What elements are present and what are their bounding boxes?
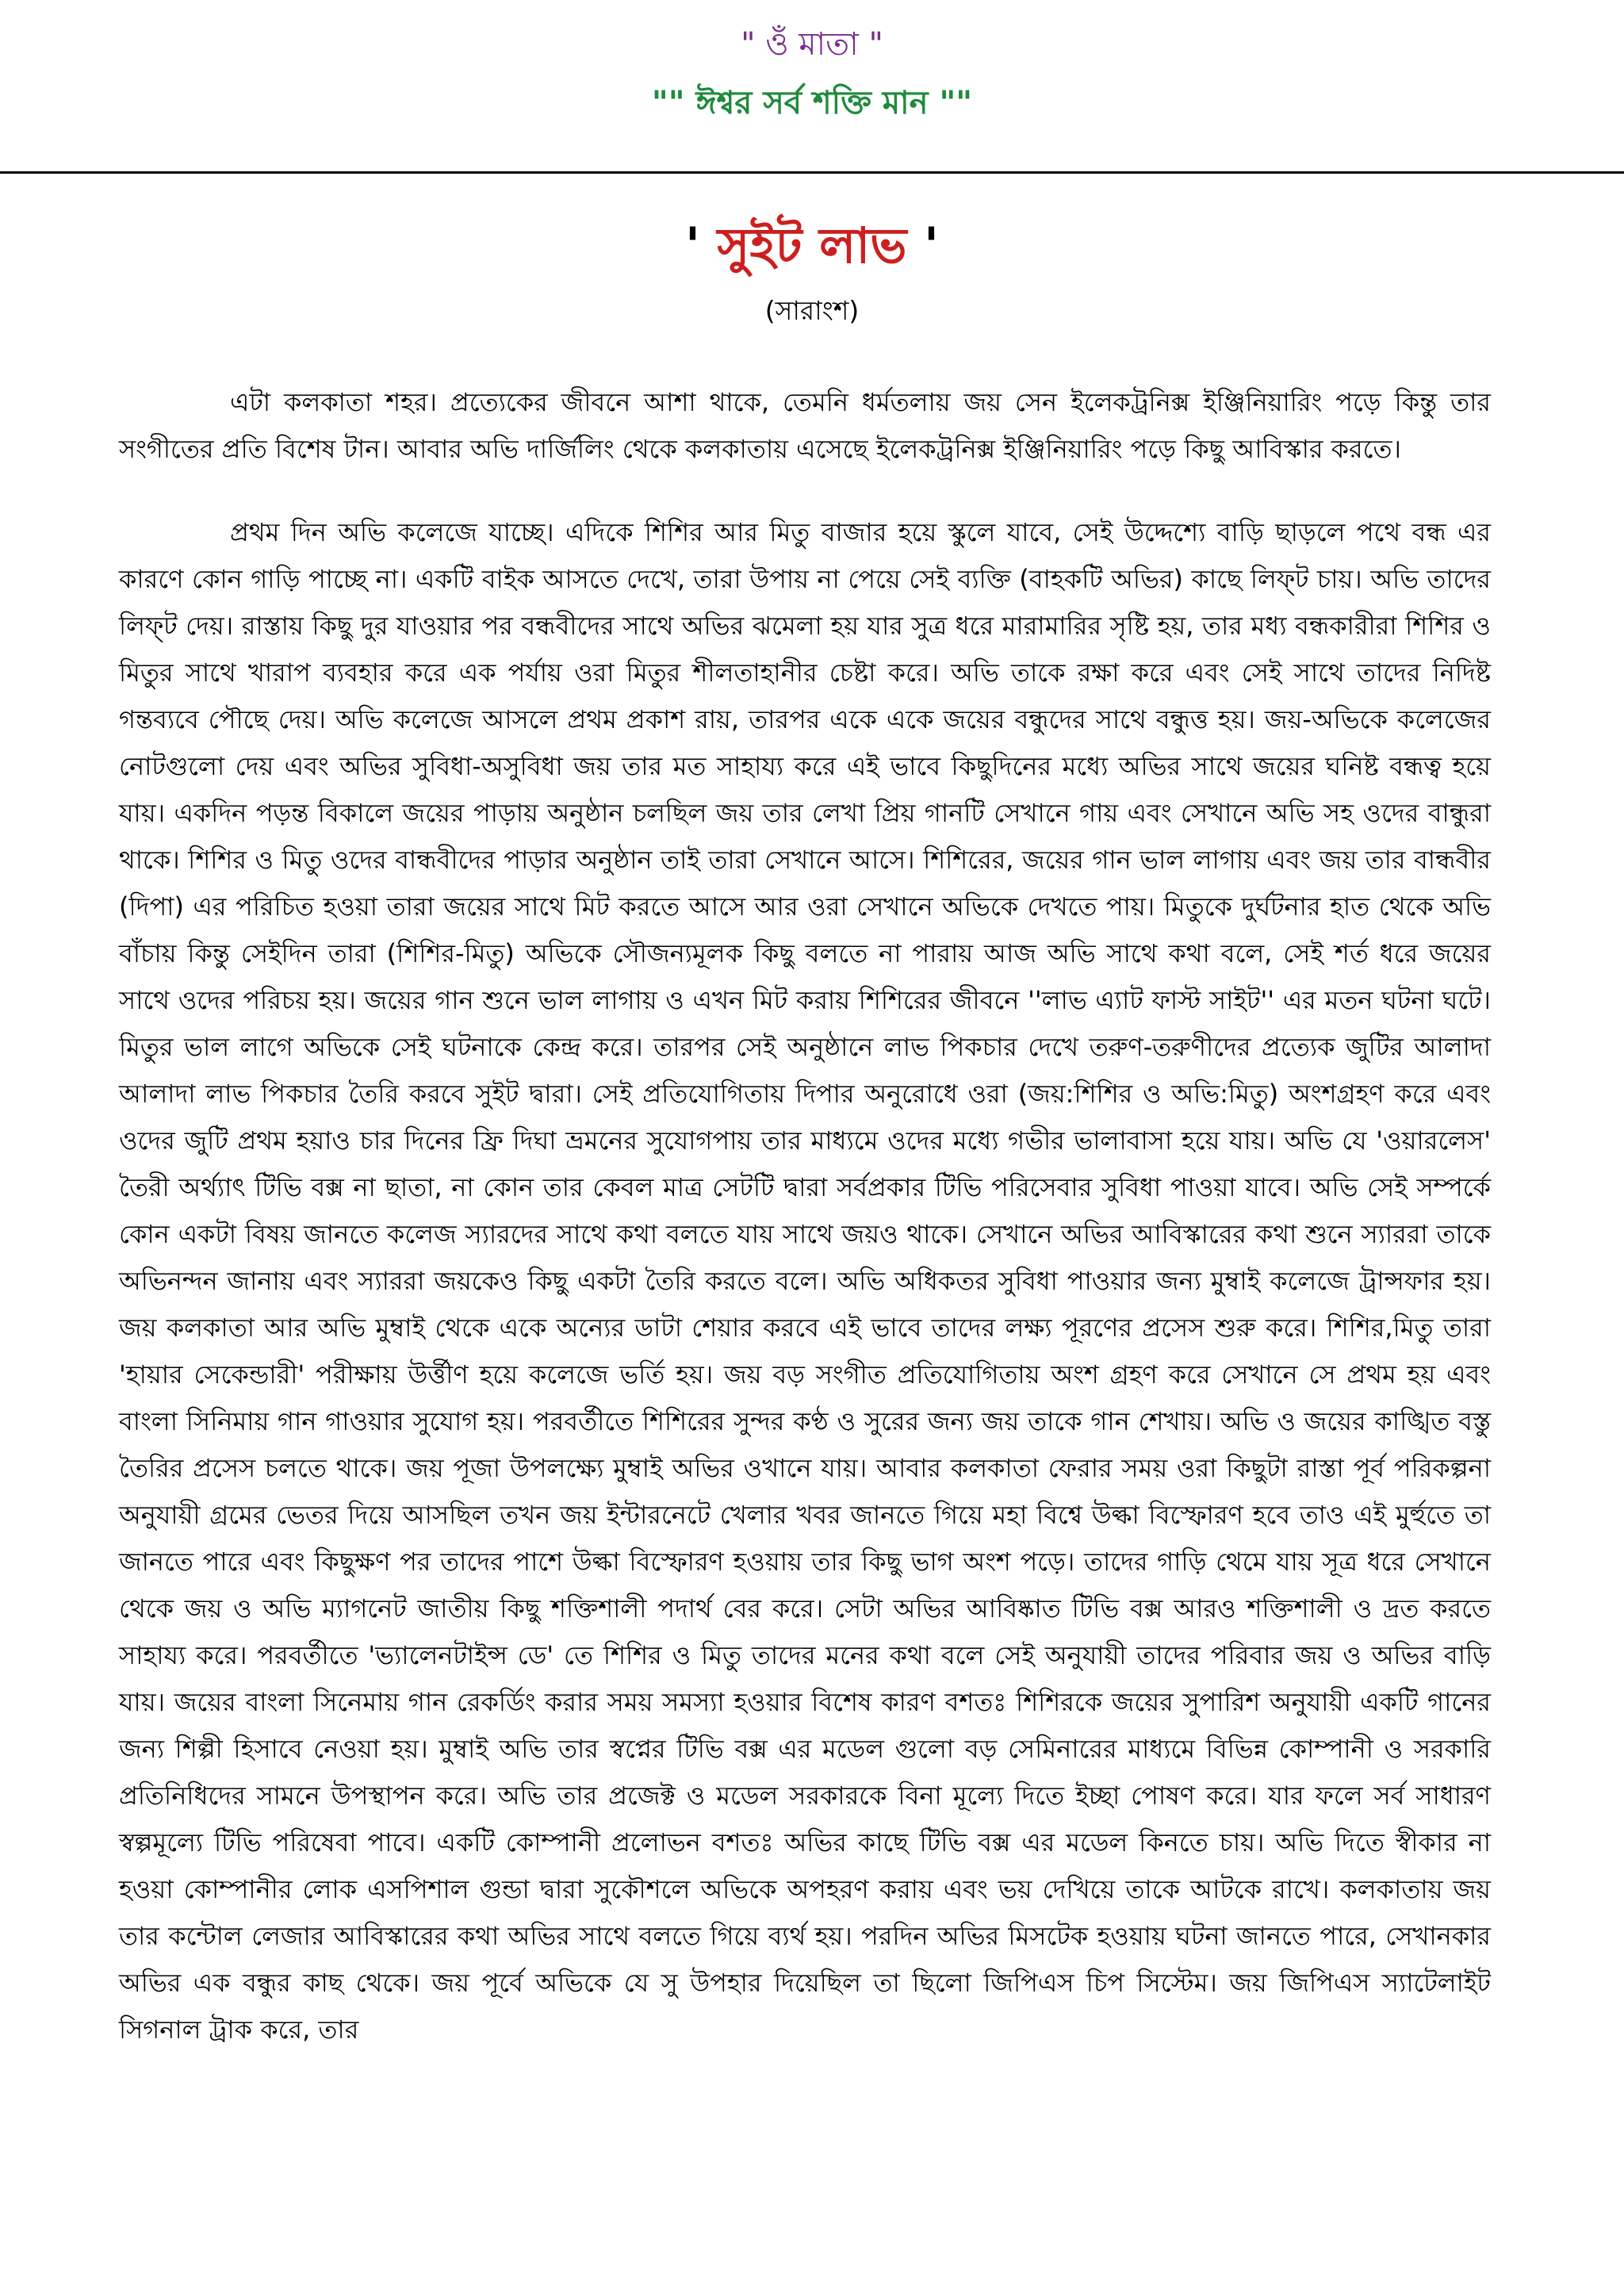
title-close-quote: ' [906, 217, 940, 274]
invocation-line-1: " ওঁ মাতা " [741, 26, 883, 63]
invocation-line-2: "" ঈশ্বর সর্ব শক্তি মান "" [651, 85, 973, 121]
header-divider [0, 171, 1624, 174]
page-header [0, 0, 1624, 173]
document-subtitle: (সারাংশ) [764, 295, 860, 326]
title-open-quote: ' [684, 217, 718, 274]
body-paragraph: এটা কলকাতা শহর। প্রত্যেকের জীবনে আশা থাকে, তেমনি ধর্মতলায় জয় সেন ইলেকট্রনিক্স ইঞ্জিনিয়ারিং পড়ে কিন্তু তার সংগীতের প্রতি বিশেষ টান। আবার অভি দার্জিলিং থেকে কলকাতায় এসেছে ইলেকট্রনিক্স ইঞ্জিনিয়ারিং পড়ে কিছু আবিস্কার করতে। [119, 387, 1491, 464]
body-paragraph: প্রথম দিন অভি কলেজে যাচ্ছে। এদিকে শিশির আর মিতু বাজার হয়ে স্কুলে যাবে, সেই উদ্দেশ্যে বাড়ি ছাড়লে পথে বন্ধ এর কারণে কোন গাড়ি পাচ্ছে না। একটি বাইক আসতে দেখে, তারা উপায় না পেয়ে সেই ব্যক্তি (বাহকটি অভির) কাছে লিফ্‌ট চায়। অভি তাদের লিফ্‌ট দেয়। রাস্তায় কিছু দুর যাওয়ার পর বন্ধবীদের সাথে অভির ঝমেলা হয় যার সুত্র ধরে মারামারির সৃষ্টি হয়, তার মধ্য বন্ধকারীরা শিশির ও মিতুর সাথে খারাপ ব্যবহার করে এক পর্যায় ওরা মিতুর শীলতাহানীর চেষ্টা করে। অভি তাকে রক্ষা করে এবং সেই সাথে তাদের নিদিষ্ট গন্তব্যবে পৌছে দেয়। অভি কলেজে আসলে প্রথম প্রকাশ রায়, তারপর একে একে জয়ের বন্ধুদের সাথে বন্ধুত্ত হয়। জয়-অভিকে কলেজের নোটগুলো দেয় এবং অভির সুবিধা-অসুবিধা জয় তার মত সাহায্য করে এই ভাবে কিছুদিনের মধ্যে অভির সাথে জয়ের ঘনিষ্ট বন্ধত্ব হয়ে যায়। একদিন পড়ন্ত বিকালে জয়ের পাড়ায় অনুষ্ঠান চলছিল জয় তার লেখা প্রিয় গানটি সেখানে গায় এবং সেখানে অভি সহ ওদের বান্ধুরা থাকে। শিশির ও মিতু ওদের বান্ধবীদের পাড়ার অনুষ্ঠান তাই তারা সেখানে আসে। শিশিরের, জয়ের গান ভাল লাগায় এবং জয় তার বান্ধবীর (দিপা) এর পরিচিত হওয়া তারা জয়ের সাথে মিট করতে আসে আর ওরা সেখানে অভিকে দেখতে পায়। মিতুকে দুর্ঘটনার হাত থেকে অভি বাঁচায় কিন্তু সেইদিন তারা (শিশির-মিতু) অভিকে সৌজন্যমূলক কিছু বলতে না পারায় আজ অভি সাথে কথা বলে, সেই শর্ত ধরে জয়ের সাথে ওদের পরিচয় হয়। জয়ের গান শুনে ভাল লাগায় ও এখন মিট করায় শিশিরের জীবনে ''লাভ এ্যাট ফাস্ট সাইট'' এর মতন ঘটনা ঘটে। মিতুর ভাল লাগে অভিকে সেই ঘটনাকে কেন্দ্র করে। তারপর সেই অনুষ্ঠানে লাভ পিকচার দেখে তরুণ-তরুণীদের প্রত্যেক জুটির আলাদা আলাদা লাভ পিকচার তৈরি করবে সুইট দ্বারা। সেই প্রতিযোগিতায় দিপার অনুরোধে ওরা (জয়:শিশির ও অভি:মিতু) অংশগ্রহণ করে এবং ওদের জুটি প্রথম হয়াও চার দিনের ফ্রি দিঘা ভ্রমনের সুযোগপায় তার মাধ্যমে ওদের মধ্যে গভীর ভালাবাসা হয়ে যায়। অভি যে 'ওয়ারলেস' তৈরী অর্থ্যাৎ টিভি বক্স না ছাতা, না কোন তার কেবল মাত্র সেটটি দ্বারা সর্বপ্রকার টিভি পরিসেবার সুবিধা পাওয়া যাবে। অভি সেই সম্পর্কে কোন একটা বিষয় জানতে কলেজ স্যারদের সাথে কথা বলতে যায় সাথে জয়ও থাকে। সেখানে অভির আবিস্কারের কথা শুনে স্যাররা তাকে অভিনন্দন জানায় এবং স্যাররা জয়কেও কিছু একটা তৈরি করতে বলে। অভি অধিকতর সুবিধা পাওয়ার জন্য মুম্বাই কলেজে ট্রান্সফার হয়। জয় কলকাতা আর অভি মুম্বাই থেকে একে অন্যের ডাটা শেয়ার করবে এই ভাবে তাদের লক্ষ্য পূরণের প্রসেস শুরু করে। শিশির,মিতু তারা 'হায়ার সেকেন্ডারী' পরীক্ষায় উর্ত্তীণ হয়ে কলেজে ভর্তি হয়। জয় বড় সংগীত প্রতিযোগিতায় অংশ গ্রহণ করে সেখানে সে প্রথম হয় এবং বাংলা সিনিমায় গান গাওয়ার সুযোগ হয়। পরবর্তীতে শিশিরের সুন্দর কণ্ঠ ও সুরের জন্য জয় তাকে গান শেখায়। অভি ও জয়ের কাঙ্খিত বস্তু তৈরির প্রসেস চলতে থাকে। জয় পূজা উপলক্ষ্যে মুম্বাই অভির ওখানে যায়। আবার কলকাতা ফেরার সময় ওরা কিছুটা রাস্তা পূর্ব পরিকল্পনা অনুযায়ী গ্রমের ভেতর দিয়ে আসছিল তখন জয় ইন্টারনেটে খেলার খবর জানতে গিয়ে মহা বিশ্বে উল্কা বিস্ফোরণ হবে তাও এই মুর্হুতে তা জানতে পারে এবং কিছুক্ষণ পর তাদের পাশে উল্কা বিস্ফোরণ হওয়ায় তার কিছু ভাগ অংশ পড়ে। তাদের গাড়ি থেমে যায় সূত্র ধরে সেখানে থেকে জয় ও অভি ম্যাগনেট জাতীয় কিছু শক্তিশালী পদার্থ বের করে। সেটা অভির আবিষ্কাত টিভি বক্স আরও শক্তিশালী ও দ্রত করতে সাহায্য করে। পরবর্তীতে 'ভ্যালেনটাইন্স ডে' তে শিশির ও মিতু তাদের মনের কথা বলে সেই অনুযায়ী তাদের পরিবার জয় ও অভির বাড়ি যায়। জয়ের বাংলা সিনেমায় গান রেকর্ডিং করার সময় সমস্যা হওয়ার বিশেষ কারণ বশতঃ শিশিরকে জয়ের সুপারিশ অনুযায়ী একটি গানের জন্য শিল্পী হিসাবে নেওয়া হয়। মুম্বাই অভি তার স্বপ্নের টিভি বক্স এর মডেল গুলো বড় সেমিনারের মাধ্যমে বিভিন্ন কোম্পানী ও সরকারি প্রতিনিধিদের সামনে উপস্থাপন করে। অভি তার প্রজেক্ট ও মডেল সরকারকে বিনা মূল্যে দিতে ইচ্ছা পোষণ করে। যার ফলে সর্ব সাধারণ স্বল্পমূল্যে টিভি পরিষেবা পাবে। একটি কোম্পানী প্রলোভন বশতঃ অভির কাছে টিভি বক্স এর মডেল কিনতে চায়। অভি দিতে স্বীকার না হওয়া কোম্পানীর লোক এসপিশাল গুন্ডা দ্বারা সুকৌশলে অভিকে অপহরণ করায় এবং ভয় দেখিয়ে তাকে আটকে রাখে। কলকাতায় জয় তার কন্টোল লেজার আবিস্কারের কথা অভির সাথে বলতে গিয়ে ব্যর্থ হয়। পরদিন অভির মিসটেক হওয়ায় ঘটনা জানতে পারে, সেখানকার অভির এক বন্ধুর কাছ থেকে। জয় পূর্বে অভিকে যে সু উপহার দিয়েছিল তা ছিলো জিপিএস চিপ সিস্টেম। জয় জিপিএস স্যাটেলাইট সিগনাল ট্রাক করে, তার [119, 517, 1491, 2045]
title-text: সুইট লাভ [717, 217, 907, 274]
document-title [0, 214, 1624, 278]
document-body [119, 379, 1491, 2090]
